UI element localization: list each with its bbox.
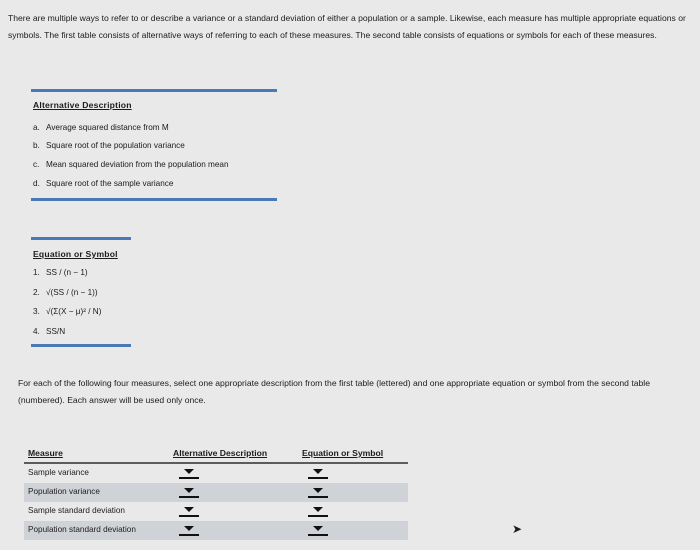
equation-table-bottom-rule xyxy=(31,344,131,347)
description-text: Average squared distance from M xyxy=(46,123,169,132)
description-letter: a. xyxy=(33,123,40,132)
equation-item-4 xyxy=(33,326,65,338)
equation-dropdown-sample-standard-deviation[interactable] xyxy=(305,505,331,518)
equation-item-1 xyxy=(33,267,88,279)
table-row-population-standard-deviation xyxy=(24,521,408,540)
dropdown-arrow-icon xyxy=(313,469,323,474)
description-table-bottom-rule xyxy=(31,198,277,201)
intro-text: There are multiple ways to refer to or describe a variance or a standard deviation of either a population or a sample. Likewise, each measure has multiple appropriate equations or symbols. The first table consists of alternative ways of referring to each of these measures. The second table consists of equations or symbols for each of these measures. xyxy=(8,13,686,40)
description-item-a xyxy=(33,122,169,134)
dropdown-arrow-icon xyxy=(184,526,194,531)
table-row-sample-variance xyxy=(24,464,408,483)
dropdown-arrow-icon xyxy=(313,507,323,512)
dropdown-arrow-icon xyxy=(184,469,194,474)
equation-number: 2. xyxy=(33,288,40,297)
dropdown-arrow-icon xyxy=(313,526,323,531)
description-text: Square root of the sample variance xyxy=(46,179,174,188)
equation-number: 3. xyxy=(33,307,40,316)
header-description: Alternative Description xyxy=(173,448,268,458)
table-row-population-variance xyxy=(24,483,408,502)
equation-dropdown-population-standard-deviation[interactable] xyxy=(305,524,331,537)
description-letter: b. xyxy=(33,141,40,150)
equation-dropdown-population-variance[interactable] xyxy=(305,486,331,499)
description-letter: c. xyxy=(33,160,40,169)
description-text: Square root of the population variance xyxy=(46,141,185,150)
dropdown-underline xyxy=(179,496,199,498)
equation-text: √(Σ(X − μ)² / N) xyxy=(46,307,102,316)
dropdown-underline xyxy=(308,515,328,517)
description-table-title: Alternative Description xyxy=(33,100,132,110)
dropdown-underline xyxy=(308,477,328,479)
description-dropdown-sample-variance[interactable] xyxy=(176,467,202,480)
description-letter: d. xyxy=(33,179,40,188)
equation-text: SS / (n − 1) xyxy=(46,268,88,277)
dropdown-arrow-icon xyxy=(184,507,194,512)
equation-table-top-rule xyxy=(31,237,131,240)
table-row-sample-standard-deviation xyxy=(24,502,408,521)
dropdown-underline xyxy=(179,534,199,536)
dropdown-arrow-icon xyxy=(184,488,194,493)
equation-item-2 xyxy=(33,287,98,299)
description-item-c xyxy=(33,159,229,171)
dropdown-underline xyxy=(308,534,328,536)
description-table-top-rule xyxy=(31,89,277,92)
answer-table-header xyxy=(24,446,408,462)
equation-text: SS/N xyxy=(46,327,66,336)
dropdown-underline xyxy=(179,515,199,517)
description-dropdown-sample-standard-deviation[interactable] xyxy=(176,505,202,518)
measure-label: Sample variance xyxy=(28,468,89,477)
header-measure: Measure xyxy=(28,448,63,458)
mouse-cursor-icon: ➤ xyxy=(512,522,523,536)
measure-label: Sample standard deviation xyxy=(28,506,125,515)
equation-item-3 xyxy=(33,306,101,318)
dropdown-underline xyxy=(308,496,328,498)
measure-label: Population standard deviation xyxy=(28,525,136,534)
equation-dropdown-sample-variance[interactable] xyxy=(305,467,331,480)
description-item-b xyxy=(33,140,185,152)
description-text: Mean squared deviation from the population mean xyxy=(46,160,229,169)
description-dropdown-population-standard-deviation[interactable] xyxy=(176,524,202,537)
answer-table xyxy=(24,446,408,540)
header-equation: Equation or Symbol xyxy=(302,448,384,458)
dropdown-underline xyxy=(179,477,199,479)
instructions-text: For each of the following four measures, select one appropriate description from the first table (lettered) and one appropriate equation or symbol from the second table (numbered). Each answer will be used only once. xyxy=(18,378,650,405)
description-dropdown-population-variance[interactable] xyxy=(176,486,202,499)
measure-label: Population variance xyxy=(28,487,100,496)
equation-table-title: Equation or Symbol xyxy=(33,249,118,259)
equation-number: 1. xyxy=(33,268,40,277)
description-item-d xyxy=(33,178,173,190)
dropdown-arrow-icon xyxy=(313,488,323,493)
equation-number: 4. xyxy=(33,327,40,336)
equation-text: √(SS / (n − 1)) xyxy=(46,288,98,297)
